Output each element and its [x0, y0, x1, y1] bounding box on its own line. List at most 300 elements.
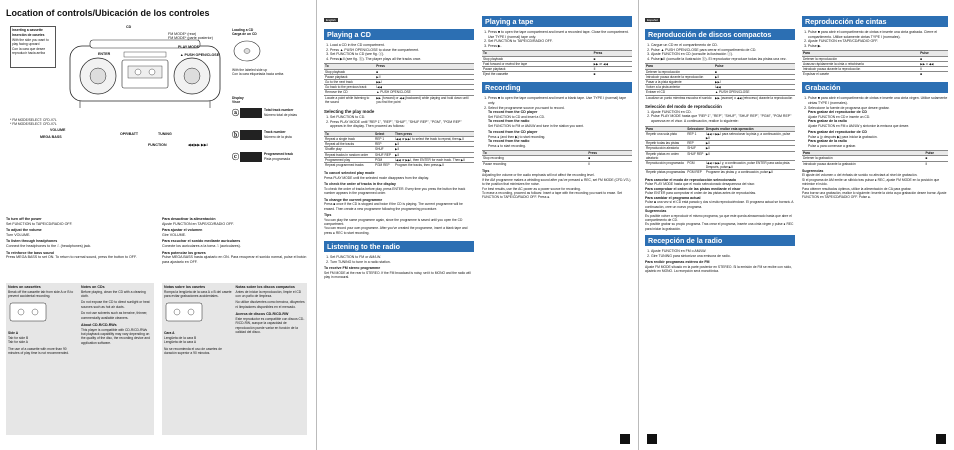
- step: 2. Ajuste FUNCTION en TAPE/CD/RADIO OFF.: [808, 39, 948, 44]
- fm-stereo-heading: To receive FM stereo programme: [324, 266, 381, 271]
- basic-ops-en: [6, 217, 154, 260]
- table-header: Pulse: [714, 64, 795, 69]
- table-row: [645, 170, 795, 175]
- tip: Para borrar una grabación, realice lo siguiente: Inserte la cinta cuya grabación desee borrar. Ajuste FUNCTION en TAPE/CD/RADIO OFF. Pulse ●.: [802, 191, 947, 200]
- tips-heading: Sugerencias: [802, 168, 824, 173]
- notas-casetes-heading: Notas sobre los casetes: [164, 285, 206, 289]
- table-cell: SHUF: [374, 147, 394, 152]
- table-row: [482, 161, 632, 166]
- step: 1. Load a CD in the CD compartment.: [330, 43, 474, 48]
- rec-radio-heading: Para grabar de la radio: [808, 119, 847, 124]
- table-cell: Pause playback: [482, 66, 593, 71]
- table-cell: ■: [924, 156, 948, 161]
- table-cell: Locate a point while listening to the sound: [324, 95, 375, 104]
- display-total-track: Total track number: [264, 108, 294, 113]
- display-title-es: Visor: [232, 100, 241, 105]
- table-cell: Detener la grabación: [802, 156, 924, 161]
- es-turn-off-heading: Para desactivar la alimentación: [162, 217, 216, 221]
- table-cell: Reproducción programada: [645, 161, 686, 170]
- notas-casetes-item: Rompa la lengüeta de la cara A o B del casete para evitar grabaciones accidentales.: [164, 289, 232, 298]
- headphones-text: Connect the headphones to the ⎍ (headphones) jack.: [6, 243, 92, 248]
- step: 2. Pulse PLAY MODE hasta que "REP 1", "REP", "SHUF", "SHUF REP", "PGM", "PGM REP" aparezca en el visor. A continuación, realice lo siguiente:: [651, 114, 795, 123]
- mode-steps-es: [645, 110, 795, 124]
- rec-steps: [482, 96, 632, 110]
- display-total-track-es: Número total de pistas: [264, 112, 297, 117]
- label-side-up: With the labeled side up: [232, 67, 268, 72]
- table-cell: Programmed play: [324, 157, 374, 162]
- step: 1. Set FUNCTION to FM or AM/LW.: [330, 255, 474, 260]
- table-header: To: [482, 51, 593, 56]
- table-cell: ▶II: [705, 151, 795, 160]
- table-cell: Go to the next track: [324, 79, 375, 84]
- tip: If the AM programme makes a whistling sound after you've pressed ● REC, set FM MODE (CFD-V7L) to the position that minimizes the noise.: [482, 177, 631, 187]
- table-cell: Eject the cassette: [482, 72, 593, 77]
- display-track-number: Track number: [264, 130, 286, 135]
- table-header: Select: [374, 131, 394, 136]
- mode-table: [324, 131, 474, 167]
- es-turn-off-text: Ajuste FUNCTION en TAPE/CD/RADIO OFF.: [162, 221, 234, 226]
- notes-cassettes-heading: Notes on cassettes: [8, 285, 41, 289]
- table-cell: Introducir pausa durante la reproducción: [645, 74, 714, 79]
- table-row: [482, 72, 632, 77]
- table-cell: Program the tracks, then press ▶II: [394, 163, 474, 168]
- cd-ops-table-es: [645, 63, 795, 99]
- table-row: [802, 161, 948, 166]
- step: 2. Seleccione la fuente de programa que desee grabar.: [808, 106, 948, 111]
- table-cell: REP: [686, 141, 705, 146]
- table-cell: ▶▶ (avance) o ◀◀ (retroceso) durante la reproducción: [714, 95, 795, 100]
- table-cell: Pause recording: [482, 161, 587, 166]
- table-cell: ▲ PUSH OPEN/CLOSE: [714, 90, 795, 95]
- page-english-tape-rec: [482, 0, 632, 450]
- rec-step4-heading: To record from the radio: [488, 139, 530, 144]
- table-cell: II: [919, 66, 948, 71]
- tab-a-label: Tab for side A: [8, 340, 28, 345]
- change-heading: To change the current programme: [324, 197, 383, 202]
- cancel-text: Pulse PLAY MODE hasta que el modo seleccionado desaparezca del visor.: [645, 182, 756, 187]
- label-enter: ENTER: [98, 52, 111, 56]
- table-row: [324, 95, 474, 104]
- section-playing-cd: Playing a CD: [324, 29, 474, 40]
- step: 1. Ajuste FUNCTION en CD.: [651, 110, 795, 115]
- table-cell: ■: [919, 56, 948, 61]
- table-header: Para: [802, 151, 924, 156]
- bass-text: Press MEGA BASS to set ON. To return to normal sound, press the button to OFF.: [6, 255, 137, 260]
- boombox-illustration: [60, 38, 230, 113]
- table-cell: ▶▶I: [375, 79, 474, 84]
- fm-stereo-text: Set FM MODE at the rear to STEREO. If the FM broadcast is noisy, set it to MONO and the radio will play in monaural.: [324, 271, 471, 280]
- label-play-mode: PLAY MODE: [178, 45, 199, 49]
- side-a-label: Side A: [8, 331, 19, 336]
- table-header: Para: [645, 64, 714, 69]
- table-header: Después realice esta operación: [705, 126, 795, 131]
- table-cell: Stop playback: [324, 69, 375, 74]
- tip: For best results, use the AC power as a power source for recording.: [482, 186, 581, 191]
- table-cell: SHUF REP: [374, 152, 394, 157]
- notes-en-box: [6, 283, 154, 435]
- section-repro-cintas: Reproducción de cintas: [802, 16, 948, 27]
- notes-cassettes-item: The use of a cassette with more than 90 minutes of play time is not recommended.: [8, 346, 70, 356]
- radio-steps-es: [645, 249, 795, 258]
- es-volume-text: Gire VOLUME.: [162, 232, 186, 237]
- section-repro-cd: Reproducción de discos compactos: [645, 29, 795, 40]
- table-cell: II: [587, 161, 632, 166]
- adjust-volume-text: Turn VOLUME.: [6, 232, 31, 237]
- table-header: Seleccione: [687, 126, 704, 131]
- table-cell: ▶II: [394, 152, 474, 157]
- es-headphones-heading: Para escuchar el sonido mediante auriculares: [162, 239, 241, 244]
- acerca-cdr-heading: Acerca de discos CD-R/CD-RW: [235, 312, 289, 317]
- step: 2. Pulse ▲ PUSH OPEN/CLOSE para cerrar el compartimento de CD.: [651, 48, 795, 53]
- page-spanish-cd-radio: [645, 0, 795, 450]
- tips-heading: Sugerencias: [645, 209, 667, 214]
- es-bass-text: Pulse MEGA BASS hasta ajustarlo en ON. Para recuperar el sonido normal, pulse el botón para ajustarlo en OFF.: [162, 255, 307, 264]
- table-cell: REP 1: [686, 131, 705, 140]
- notes-cds-heading: Notes on CDs: [81, 285, 105, 289]
- label-push-open: ▲ PUSH OPEN/CLOSE: [180, 53, 220, 57]
- tip: Adjusting the volume or the audio emphasis will not affect the recording level.: [482, 173, 595, 178]
- table-row: [324, 157, 474, 162]
- tips-heading: Tips: [324, 213, 332, 218]
- section-grabacion: Grabación: [802, 82, 948, 93]
- cancel-text: Press PLAY MODE until the selected mode disappears from the display.: [324, 175, 430, 180]
- display-title: Display: [232, 96, 244, 100]
- tape-steps: [482, 30, 632, 48]
- table-cell: Shuffle play: [324, 147, 374, 152]
- about-cdr-text: This player is compatible with CD-R/CD-RWs but playback capability may vary depending on the quality of the disc, the recording device and application software.: [81, 327, 150, 345]
- table-row: [645, 131, 795, 140]
- rec-cd-text: Set FUNCTION to CD and insert a CD.: [488, 114, 545, 119]
- table-cell: Fast forward or rewind the tape: [482, 61, 593, 66]
- label-volume: VOLUME: [50, 128, 66, 132]
- tip: Si el programa de AM emite un silbido tras pulsar ● REC, ajuste FM MODE en la posición que minimice el ruido.: [802, 177, 940, 187]
- table-cell: I◀◀: [375, 85, 474, 90]
- rec-cd-heading: To record from the CD player: [488, 110, 538, 115]
- notes-cds-item: Do not use solvents such as benzine, thinner, commercially available cleaners.: [81, 311, 148, 320]
- basic-ops-es: [162, 217, 307, 264]
- table-cell: Repeat programmed tracks: [324, 163, 374, 168]
- table-cell: Remove the CD: [324, 90, 375, 95]
- rec-cd-heading: Para grabar del reproductor de CD: [808, 110, 867, 115]
- check-text: Pulse ENTER para comprobar el orden de las pistas antes de reproducirlas.: [645, 191, 757, 196]
- table-cell: II: [593, 66, 632, 71]
- table-cell: ▶II: [714, 74, 795, 79]
- table-cell: I◀◀ or ▶▶I to select the track to repeat, then ▶II: [394, 136, 474, 141]
- table-cell: REP 1: [374, 136, 394, 141]
- check-text: To check the order of tracks before play, press ENTER. Every time you press the button the track number appears in the programmed order.: [324, 186, 466, 196]
- insert-cassette-box: [10, 26, 56, 68]
- notas-cd-heading: Notas sobre los discos compactos: [235, 285, 295, 289]
- step: 3. Pulse ▶.: [808, 44, 948, 49]
- step: 1. Cargue un CD en el compartimento de CD.: [651, 43, 795, 48]
- rec-steps-es: [802, 96, 948, 110]
- turn-off-text: Set FUNCTION to TAPE/CD/RADIO OFF.: [6, 221, 73, 226]
- check-heading: To check the order of tracks in the display: [324, 182, 396, 187]
- rec-table-es: [802, 150, 948, 166]
- rec-radio-text: Set FUNCTION to FM or AM/LW and tune in the station you want.: [488, 123, 584, 128]
- tip: Para obtener resultados óptimos, utilice la alimentación de CA para grabar.: [802, 186, 912, 191]
- table-row: [645, 95, 795, 100]
- page-number-box: [620, 434, 630, 444]
- table-header: Press: [375, 64, 474, 69]
- acerca-cdr-text: Este reproductor es compatible con discos CD-R/CD-RW, aunque la capacidad de reproducción puede variar en función de la calidad del disco.: [235, 316, 305, 335]
- table-cell: Repeat tracks in random order: [324, 152, 374, 157]
- table-cell: ■: [593, 72, 632, 77]
- table-cell: SHUF: [686, 146, 705, 151]
- table-cell: I◀◀ o ▶▶I y, a continuación, pulse ENTER para cada pista. Después, pulse ▶II: [705, 161, 795, 170]
- table-row: [324, 136, 474, 141]
- label-fm-mode: FM MODE* (rear): [168, 32, 197, 36]
- step: 2. Gire TUNING para sintonizar una emisora de radio.: [651, 254, 795, 259]
- rec-step3-text: Press ● (and then ▶) to start recording.: [488, 134, 546, 139]
- section-playing-tape: Playing a tape: [482, 16, 632, 27]
- table-cell: Repetir pistas en orden aleatorio: [645, 151, 686, 160]
- table-header: Para: [802, 51, 919, 56]
- rec-table: [482, 150, 632, 166]
- display-prog-track: Programmed track: [264, 152, 294, 157]
- table-cell: Repetir una sola pista: [645, 131, 686, 140]
- tape-table: [482, 50, 632, 76]
- label-function: FUNCTION: [148, 143, 167, 147]
- change-text: Pulse ■ una vez si el CD está parado y dos si está reproduciéndose. El programa actual se borrará. A continuación, cree un nuevo programa.: [645, 200, 794, 209]
- es-volume-heading: Para ajustar el volumen: [162, 228, 203, 233]
- label-cd: CD: [126, 25, 132, 29]
- step: 4. Pulse ▶II (consulte la ilustración ⓑ). El reproductor reproduce todas las pistas una vez.: [651, 57, 795, 62]
- table-header: To: [482, 151, 587, 156]
- section-listening-radio: Listening to the radio: [324, 241, 474, 252]
- fm-stereo-heading-es: Para recibir programas estéreo de FM: [645, 260, 710, 265]
- table-header: Pulse: [919, 51, 948, 56]
- table-cell: PGM REP: [374, 163, 394, 168]
- display-section: Display Visor ⓐ Total track number Número total de pistas ⓑ Track number Número de la pista ⓒ Programmed track Pista programada: [232, 96, 304, 162]
- step: 2. Set FUNCTION to TAPE/CD/RADIO OFF.: [488, 39, 632, 44]
- tip: Es posible volver a reproducir el mismo programa, ya que este queda almacenado hasta que abre el compartimento de CD.: [645, 213, 792, 223]
- step: 1. Set FUNCTION to CD.: [330, 115, 474, 120]
- table-cell: Introducir pausa durante la reproducción: [802, 66, 919, 71]
- label-opr-batt: OPR/BATT: [120, 132, 139, 136]
- insert-cassette-note-es: Con la cara que desee reproducir hacia arriba: [12, 46, 46, 56]
- table-cell: II: [924, 161, 948, 166]
- headphones-heading: To listen through headphones: [6, 239, 58, 244]
- selecting-play-mode-heading: Selecting the play mode: [324, 109, 375, 114]
- insert-cassette-note: With the side you want to play facing upward: [12, 37, 49, 47]
- loading-cd-title: Loading a CD: [232, 28, 254, 32]
- radio-steps: [324, 255, 474, 264]
- table-cell: Pasar a la pista siguiente: [645, 79, 714, 84]
- table-header: To: [324, 64, 375, 69]
- notas-cd-item: Antes de iniciar la reproducción, limpie el CD con un paño de limpieza.: [235, 289, 302, 298]
- table-cell: ▶II: [394, 142, 474, 147]
- rec-step3-heading: To record from the CD player: [488, 130, 538, 135]
- mode-table-es: [645, 126, 795, 175]
- tip: You can record your own programme. After you've created the programme, insert a blank tape and press ● REC to start recording.: [324, 226, 468, 235]
- page-location-controls: [0, 0, 313, 450]
- table-cell: ▲ PUSH OPEN/CLOSE: [375, 90, 474, 95]
- cd-steps-es: [645, 43, 795, 61]
- table-cell: Reproducción aleatoria: [645, 146, 686, 151]
- step: 2. Select the programme source you want to record.: [488, 106, 632, 111]
- step: 2. Press PLAY MODE until "REP 1", "REP", "SHUF", "SHUF REP", "PGM", "PGM REP" appears in the display. Then proceed as follows:: [330, 120, 474, 129]
- table-cell: Detener la reproducción: [645, 69, 714, 74]
- leng-a-label: Lengüeta de la cara A: [164, 340, 197, 345]
- rec-radio-text: Ajuste FUNCTION en FM o AM/LW y sintonice la emisora que desee.: [808, 123, 910, 128]
- table-cell: Localizar un punto mientras escucha el sonido: [645, 95, 714, 100]
- loading-cd-title-es: Carga de un CD: [232, 32, 257, 37]
- label-mega-bass: MEGA BASS: [40, 135, 62, 139]
- table-cell: Expulsar el casete: [802, 72, 919, 77]
- tape-table-es: [802, 50, 948, 76]
- label-fm-mode-es: FM MODE* (parte posterior): [168, 36, 213, 40]
- check-heading: Para comprobar el orden de las pistas mediante el visor: [645, 186, 741, 191]
- display-prog-track-es: Pista programada: [264, 156, 291, 161]
- table-header: Pulse: [924, 151, 948, 156]
- table-cell: Detener la reproducción: [802, 56, 919, 61]
- table-cell: ■: [587, 156, 632, 161]
- cancel-heading: Para cancelar el modo de reproducción seleccionado: [645, 177, 737, 182]
- table-cell: I◀◀: [714, 85, 795, 90]
- step: 1. Press ■ to open the tape compartment and insert a blank tape. Use TYPE I (normal) tape only.: [488, 96, 632, 105]
- table-row: [645, 151, 795, 160]
- table-cell: ▶II: [394, 147, 474, 152]
- change-text: Press ■ once if the CD is stopped and twice if the CD is playing. The current programme will be erased. Then create a new programme following the programming procedure.: [324, 202, 463, 211]
- step: 4. Press ▶II (see fig. ⓑ). The player plays all the tracks once.: [330, 57, 474, 62]
- tip: To erase a recording, proceed as follows: Insert a tape with the recording you want to erase. Set FUNCTION to TAPE/CD/RADIO OFF. Press ●.: [482, 191, 623, 200]
- step: 2. Press ▲ PUSH OPEN/CLOSE to close the compartment.: [330, 48, 474, 53]
- tip: El ajuste del volumen o del énfasis de sonido no afectará al nivel de grabación.: [802, 173, 918, 178]
- table-cell: Programe las pistas y, a continuación, pulse ▶II: [705, 170, 795, 175]
- table-cell: Introducir pausa durante la grabación: [802, 161, 924, 166]
- table-header: Then press: [394, 131, 474, 136]
- tip: Es posible grabar su propio programa. Tras crear el programa, inserte una cinta virgen y pulse ● REC para iniciar la grabación.: [645, 222, 794, 231]
- table-cell: ■: [375, 69, 474, 74]
- turn-off-heading: To turn off the power: [6, 217, 42, 221]
- section-recording: Recording: [482, 82, 632, 93]
- insert-cassette-title-es: Inserción de casetes: [12, 33, 45, 38]
- tip: You can play the same programme again, since the programme is saved until you open the CD compartment.: [324, 217, 463, 227]
- page-number-box: [936, 434, 946, 444]
- rec-step4-text: Pulse ● para comenzar a grabar.: [808, 143, 856, 148]
- table-cell: ■: [714, 69, 795, 74]
- step: 3. Set FUNCTION to CD (see fig. ⓐ).: [330, 52, 474, 57]
- table-cell: Pause playback: [324, 74, 375, 79]
- table-cell: ▶II: [705, 141, 795, 146]
- cd-ops-table: [324, 63, 474, 104]
- table-cell: ■: [593, 56, 632, 61]
- table-cell: PGM: [374, 157, 394, 162]
- adjust-volume-heading: To adjust the volume: [6, 228, 42, 233]
- fm-stereo-text-es: Ajuste FM MODE situado en la parte posterior en STEREO. Si la emisión de FM se recibe con ruido, ajústelo en MONO. La recepción será monofónica.: [645, 265, 792, 274]
- leng-b-label: Lengüeta de la cara B: [164, 335, 197, 340]
- lang-tag: English: [326, 18, 336, 22]
- table-row: [324, 163, 474, 168]
- change-heading: Para cambiar el programa actual: [645, 195, 701, 200]
- table-cell: Avanzar rápidamente la cinta o rebobinarla: [802, 61, 919, 66]
- cara-a-label: Cara A: [164, 331, 175, 336]
- cd-disc-illustration: [232, 39, 262, 63]
- es-headphones-text: Conecte los auriculares a la toma ⎍ (auriculares).: [162, 243, 241, 248]
- label-tuning: TUNING: [158, 132, 172, 136]
- section-radio-es: Recepción de la radio: [645, 235, 795, 246]
- table-cell: PGM: [686, 161, 705, 170]
- notes-cds-item: Before playing, clean the CD with a cleaning cloth.: [81, 289, 146, 298]
- step: 1. Press ■ to open the tape compartment and insert a recorded tape. Close the compartment. Use TYPE I (normal) tape only.: [488, 30, 632, 39]
- footnote-b: * FM MODE/SELECT: CFD-V7L: [10, 122, 57, 126]
- table-cell: ▶II: [705, 146, 795, 151]
- table-cell: Extraer el CD: [645, 90, 714, 95]
- table-cell: SHUF REP: [686, 151, 705, 160]
- about-cdr-heading: About CD-R/CD-RWs: [81, 323, 117, 328]
- table-row: [802, 72, 948, 77]
- cd-steps: [324, 43, 474, 61]
- rec-step3-heading: Para grabar del reproductor de CD: [808, 130, 867, 135]
- bass-heading: To reinforce the bass sound: [6, 250, 54, 255]
- table-cell: PGM REP: [686, 170, 705, 175]
- table-cell: Stop playback: [482, 56, 593, 61]
- step: 1. Ajuste FUNCTION en FM o AM/LW.: [651, 249, 795, 254]
- table-cell: ▶II: [375, 74, 474, 79]
- rec-radio-heading: To record from the radio: [488, 119, 530, 124]
- mode-steps: [324, 115, 474, 129]
- insert-cassette-title: Inserting a cassette: [12, 28, 43, 32]
- label-skip-buttons: ◀◀ ▶▶ ▶▶I: [188, 143, 208, 147]
- step: 3. Press ▶.: [488, 44, 632, 49]
- cancel-heading: To cancel selected play mode: [324, 171, 375, 176]
- page-title: Location of controls/Ubicación de los controles: [6, 8, 210, 18]
- table-cell: Volver a la pista anterior: [645, 85, 714, 90]
- notes-cassettes-item: Break off the cassette tab from side A or B to prevent accidental recording.: [8, 289, 74, 298]
- table-cell: ▶▶ o ◀◀: [919, 61, 948, 66]
- es-bass-heading: Para potenciar los graves: [162, 250, 206, 255]
- cassette-tab-illustration-es: [164, 301, 204, 323]
- table-cell: I◀◀ o ▶▶I para seleccionar la pista y, a continuación, pulse ▶II: [705, 131, 795, 140]
- table-cell: ■: [919, 72, 948, 77]
- table-header: Para: [645, 126, 686, 131]
- step: 2. Turn TUNING to tune in a radio station.: [330, 260, 474, 265]
- table-header: To: [324, 131, 374, 136]
- lang-tag: Español: [647, 18, 658, 22]
- page-spanish-tape-rec: [802, 0, 948, 450]
- table-cell: Repetir pistas programadas: [646, 170, 686, 175]
- table-cell: ▶▶ or ◀◀: [593, 61, 632, 66]
- notes-cds-item: Do not expose the CD to direct sunlight or heat sources such as hot air ducts.: [81, 300, 150, 309]
- table-cell: I◀◀ or ▶▶I, then ENTER for each track. Then ▶II: [394, 157, 474, 162]
- label-side-up-es: Con la cara etiquetada hacia arriba: [232, 72, 284, 77]
- loading-cd-box: [232, 28, 302, 77]
- page-number-box: [647, 434, 657, 444]
- cassette-tab-illustration: [8, 301, 48, 323]
- table-cell: Repeat a single track: [324, 136, 374, 141]
- notes-es-box: [162, 283, 307, 435]
- footnote-a: * FM MODE/SELECT: CFD-V7L: [10, 118, 57, 122]
- notas-casetes-item: No se recomienda el uso de casetes de duración superior a 90 minutos.: [164, 346, 222, 356]
- table-cell: ▶▶ (forward) or ◀◀ (backward) while playing and hold down until you find the point: [375, 95, 474, 104]
- page-english-cd-radio: [324, 0, 474, 450]
- table-cell: Repeat all the tracks: [324, 142, 374, 147]
- table-row: [645, 161, 795, 170]
- rec-step4-text: Press ● to start recording.: [488, 143, 526, 148]
- table-cell: Go back to the previous track: [324, 85, 375, 90]
- tips-heading: Tips: [482, 168, 490, 173]
- table-header: Press: [593, 51, 632, 56]
- sel-mode-heading-es: Selección del modo de reproducción: [645, 103, 722, 109]
- tab-b-label: Tab for side B: [8, 335, 29, 340]
- display-track-number-es: Número de la pista: [264, 134, 292, 139]
- notas-cd-item: No utilice disolventes como bencina, diluyentes ni limpiadores disponibles en el mercado.: [235, 300, 305, 309]
- table-cell: Stop recording: [482, 156, 587, 161]
- rec-step3-text: Pulse ● (y después ▶) para iniciar la grabación.: [808, 134, 878, 139]
- step: 3. Ajuste FUNCTION en CD (consulte la ilustración ⓐ).: [651, 52, 795, 57]
- rec-cd-text: Ajuste FUNCTION en CD e inserte un CD.: [808, 114, 871, 119]
